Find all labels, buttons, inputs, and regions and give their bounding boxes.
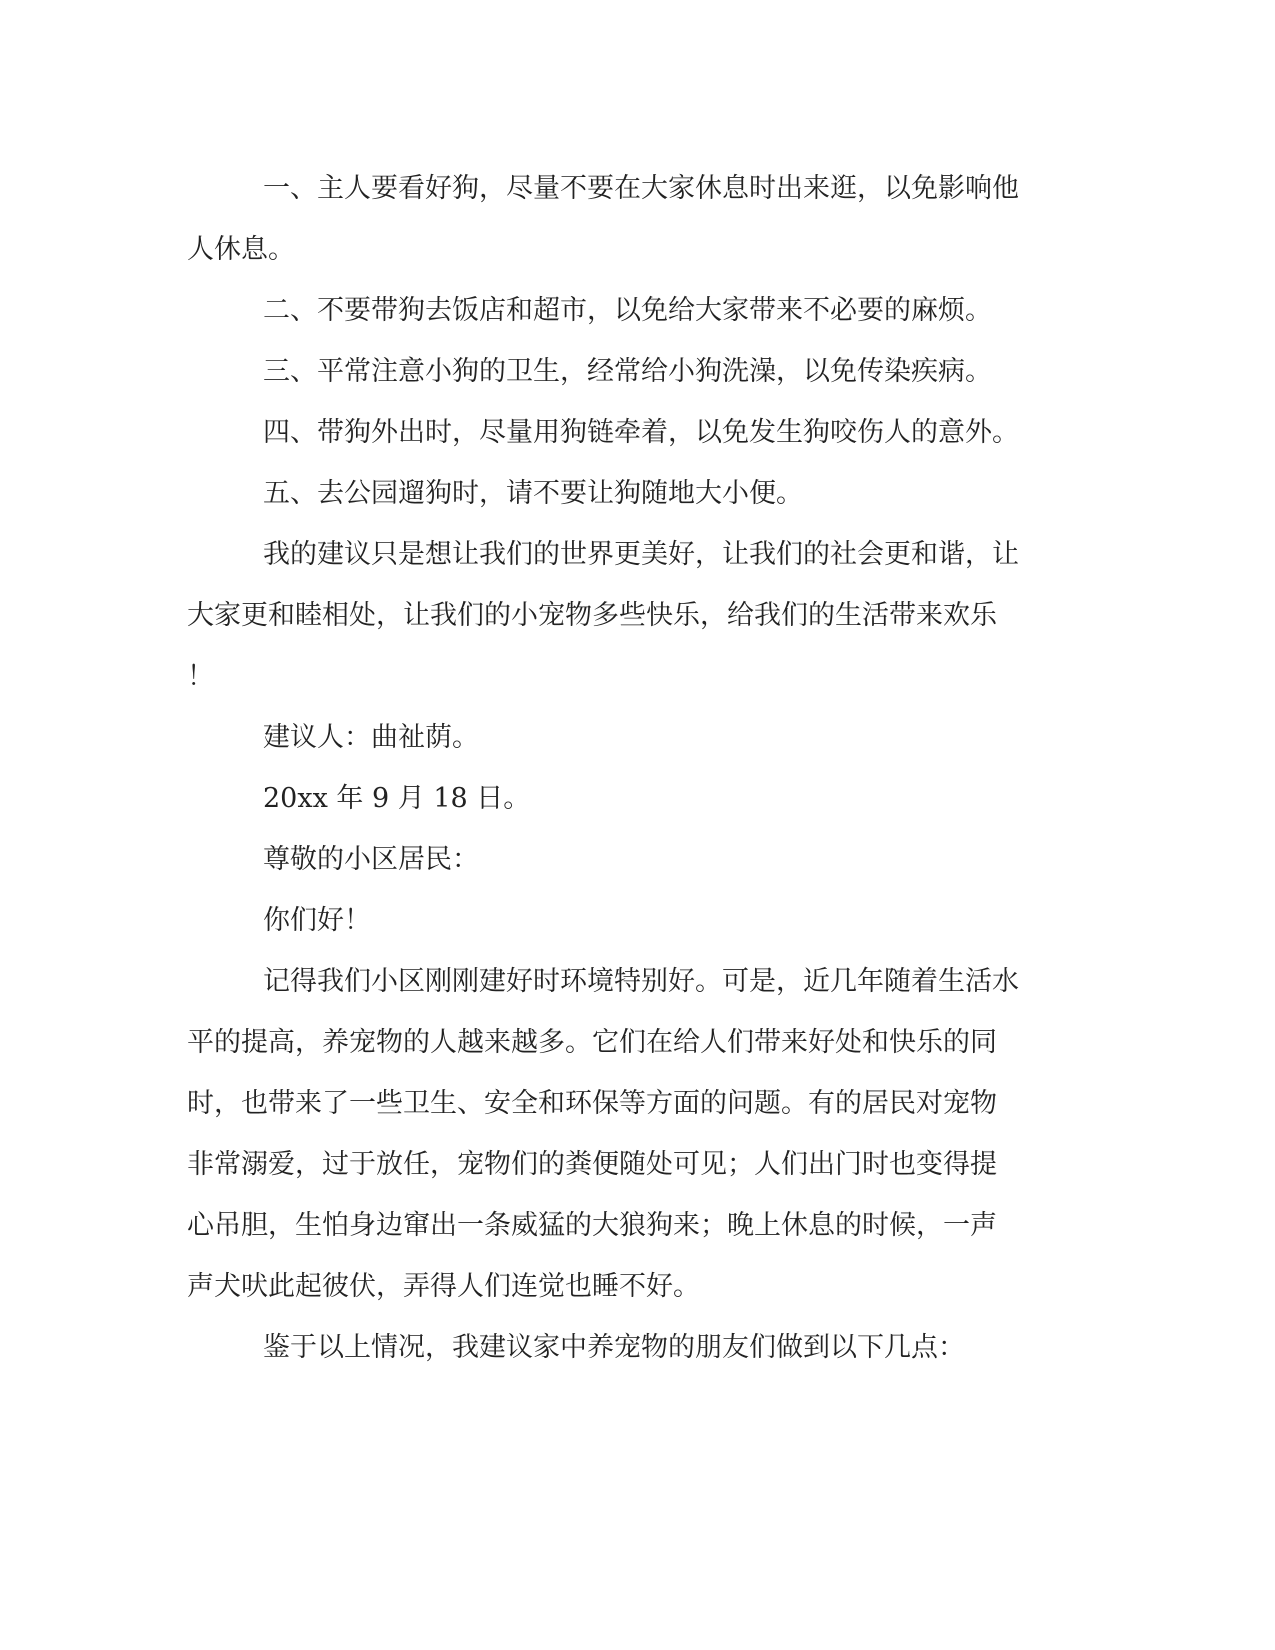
greeting	[187, 890, 1067, 951]
paragraph-line: 声犬吠此起彼伏，弄得人们连觉也睡不好。	[187, 1271, 700, 1302]
paragraph-line: 鉴于以上情况，我建议家中养宠物的朋友们做到以下几点：	[263, 1332, 965, 1363]
paragraph-closing-wish	[187, 524, 1067, 707]
date-line	[187, 768, 1067, 829]
paragraph-line: 三、平常注意小狗的卫生，经常给小狗洗澡，以免传染疾病。	[263, 356, 992, 387]
paragraph-line: 一、主人要看好狗，尽量不要在大家休息时出来逛，以免影响他	[263, 173, 1019, 204]
paragraph-suggestion-intro	[187, 1317, 1067, 1378]
paragraph-line: ！	[187, 661, 214, 692]
paragraph-line: 你们好！	[263, 905, 371, 936]
paragraph-rule-4	[187, 402, 1067, 463]
paragraph-line: 人休息。	[187, 234, 295, 265]
paragraph-rule-3	[187, 341, 1067, 402]
paragraph-line: 尊敬的小区居民：	[263, 844, 479, 875]
paragraph-line: 非常溺爱，过于放任，宠物们的粪便随处可见；人们出门时也变得提	[187, 1149, 997, 1180]
salutation	[187, 829, 1067, 890]
paragraph-line: 四、带狗外出时，尽量用狗链牵着，以免发生狗咬伤人的意外。	[263, 417, 1019, 448]
signature-line	[187, 707, 1067, 768]
paragraph-rule-2	[187, 280, 1067, 341]
paragraph-line: 记得我们小区刚刚建好时环境特别好。可是，近几年随着生活水	[263, 966, 1019, 997]
paragraph-line: 五、去公园遛狗时，请不要让狗随地大小便。	[263, 478, 803, 509]
paragraph-line: 心吊胆，生怕身边窜出一条威猛的大狼狗来；晚上休息的时候，一声	[187, 1210, 997, 1241]
paragraph-line: 二、不要带狗去饭店和超市，以免给大家带来不必要的麻烦。	[263, 295, 992, 326]
paragraph-line: 平的提高，养宠物的人越来越多。它们在给人们带来好处和快乐的同	[187, 1027, 997, 1058]
paragraph-line: 20xx 年 9 月 18 日。	[263, 783, 531, 814]
paragraph-rule-5	[187, 463, 1067, 524]
paragraph-line: 大家更和睦相处，让我们的小宠物多些快乐，给我们的生活带来欢乐	[187, 600, 997, 631]
paragraph-rule-1	[187, 158, 1067, 280]
paragraph-line: 建议人：曲祉荫。	[263, 722, 479, 753]
paragraph-line: 我的建议只是想让我们的世界更美好，让我们的社会更和谐，让	[263, 539, 1019, 570]
document-body	[187, 158, 1067, 1378]
paragraph-background	[187, 951, 1067, 1317]
paragraph-line: 时，也带来了一些卫生、安全和环保等方面的问题。有的居民对宠物	[187, 1088, 997, 1119]
